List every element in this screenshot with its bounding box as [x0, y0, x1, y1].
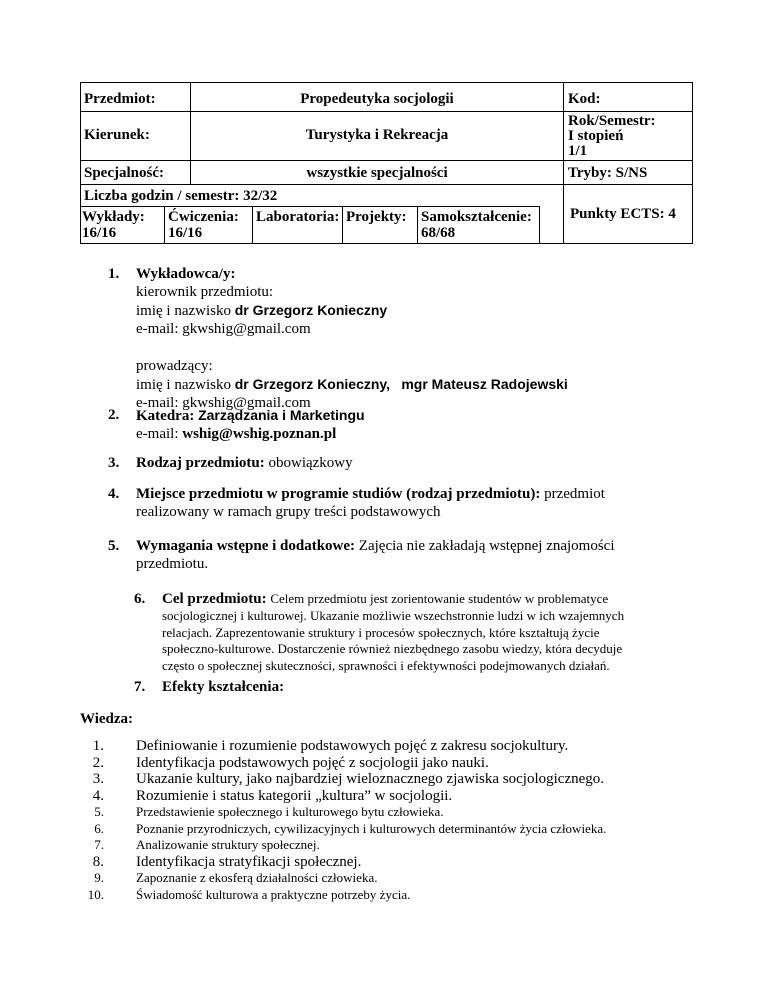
przedmiot-label: Przedmiot: — [84, 91, 156, 107]
tryby-value: Tryby: S/NS — [568, 165, 648, 181]
kierownik-name: dr Grzegorz Konieczny — [234, 302, 388, 318]
cwiczenia-label: Ćwiczenia: — [168, 209, 239, 225]
katedra-value: Zarządzania i Marketingu — [198, 407, 365, 423]
prowadzacy-name-1: dr Grzegorz Konieczny, — [234, 376, 391, 392]
rok-semestr-label: Rok/Semestr: — [568, 113, 656, 129]
liczba-godzin: Liczba godzin / semestr: 32/32 — [84, 188, 278, 204]
wiedza-heading: Wiedza: — [80, 711, 134, 727]
rodzaj-value: obowiązkowy — [268, 455, 353, 471]
rok-semestr-value: 1/1 — [568, 143, 588, 159]
list-item: 4. Rozumienie i status kategorii „kultura” w socjologii. — [92, 787, 453, 804]
wyklady-label: Wykłady: — [82, 209, 145, 225]
list-item: 6. Poznanie przyrodniczych, cywilizacyjnych i kulturowych determinantów życia człowieka. — [94, 820, 607, 836]
wyklady-value: 16/16 — [82, 225, 117, 241]
samoksztalcenie-label: Samokształcenie: — [421, 209, 532, 225]
section-katedra: 2. Katedra: Zarządzania i Marketingu e-mail: wshig@wshig.poznan.pl — [108, 407, 365, 442]
kod-label: Kod: — [568, 91, 601, 107]
projekty-label: Projekty: — [346, 209, 407, 225]
course-header-table — [80, 82, 693, 244]
list-item: 2. Identyfikacja podstawowych pojęć z socjologii jako nauki. — [92, 754, 489, 771]
section-miejsce: 4. Miejsce przedmiotu w programie studiów (rodzaj przedmiotu): przedmiot realizowany w ramach grupy treści podstawowych — [108, 486, 605, 520]
section-rodzaj: 3. Rodzaj przedmiotu: obowiązkowy — [108, 455, 353, 471]
prowadzacy-name-2: mgr Mateusz Radojewski — [401, 376, 568, 392]
list-item: 10. Świadomość kulturowa a praktyczne potrzeby życia. — [87, 886, 411, 902]
section-cel: 6. Cel przedmiotu: Celem przedmiotu jest zorientowanie studentów w problematyce socjologicznej i kulturowej. Ukazanie możliwie wszechstronnie ludzi w ich wzajemnych relacjach. Zaprezentowanie struktury i procesów społecznych, które kształtują życie społeczno-kulturowe. Dostarczenie również niezbędnego zasobu wiedzy, która decyduje często o społecznej skuteczności, sprawności i efektywności podejmowanych działań. — [134, 591, 625, 673]
kierunek-value: Turystyka i Rekreacja — [305, 127, 449, 143]
prowadzacy-email: e-mail: gkwshig@gmail.com — [136, 395, 311, 411]
przedmiot-value: Propedeutyka socjologii — [300, 91, 454, 107]
kierownik-email: e-mail: gkwshig@gmail.com — [136, 321, 311, 337]
list-item: 7. Analizowanie struktury społecznej. — [94, 837, 320, 852]
katedra-email: wshig@wshig.poznan.pl — [182, 426, 337, 442]
cwiczenia-value: 16/16 — [168, 225, 203, 241]
samoksztalcenie-value: 68/68 — [421, 225, 456, 241]
section-wymagania: 5. Wymagania wstępne i dodatkowe: Zajęcia nie zakładają wstępnej znajomości przedmiotu. — [108, 538, 615, 572]
list-item: 5. Przedstawienie społecznego i kulturowego bytu człowieka. — [94, 804, 444, 819]
laboratoria-label: Laboratoria: — [256, 209, 340, 225]
list-item: 8. Identyfikacja stratyfikacji społecznej. — [92, 853, 362, 870]
section-efekty: 7. Efekty kształcenia: — [134, 679, 285, 695]
wiedza-list — [80, 738, 720, 903]
section-wykladowca: 1. Wykładowca/y: kierownik przedmiotu: imię i nazwisko dr Grzegorz Konieczny e-mail: gkwshig@gmail.com prowadzący: imię i nazwisko dr Grzegorz Konieczny, mgr Mateusz Radojewski e-mail: gkwshig@gmail.com — [108, 266, 568, 411]
list-item: 1. Definiowanie i rozumienie podstawowych pojęć z zakresu socjokultury. — [92, 738, 569, 754]
stopien-value: I stopień — [568, 128, 624, 144]
list-item: 3. Ukazanie kultury, jako najbardziej wieloznacznego zjawiska socjologicznego. — [92, 771, 605, 787]
specjalnosc-label: Specjalność: — [84, 165, 164, 181]
kierunek-label: Kierunek: — [84, 127, 150, 143]
kierownik-label: kierownik przedmiotu: — [136, 284, 274, 300]
prowadzacy-label: prowadzący: — [136, 358, 213, 374]
section-1-title: Wykładowca/y: — [136, 266, 236, 282]
specjalnosc-value: wszystkie specjalności — [306, 165, 448, 181]
list-item: 9. Zapoznanie z ekosferą działalności człowieka. — [94, 870, 378, 885]
punkty-ects: Punkty ECTS: 4 — [570, 206, 676, 222]
